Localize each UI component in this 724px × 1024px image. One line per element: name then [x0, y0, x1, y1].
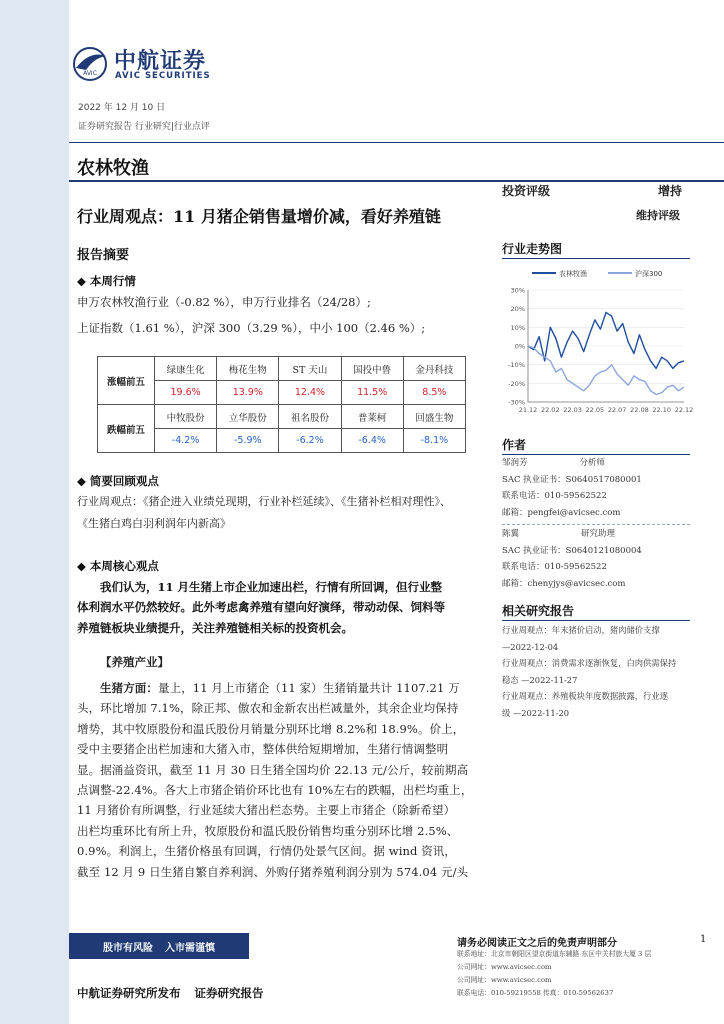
related-rule: [502, 620, 690, 621]
author-2: [502, 526, 690, 592]
rating-value: 增持: [658, 184, 683, 198]
related-2-title: 行业周观点：消费需求逐渐恢复，白肉供需保持: [502, 658, 677, 668]
y-tick-label: -30%: [508, 398, 525, 407]
core-p1-line-1: 我们认为，11 月生猪上市企业加速出栏，行情有所回调，但行业整: [100, 580, 443, 594]
core-p1-line-3: 养殖链板块业绩提升，关注养殖链相关标的投资机会。: [77, 620, 353, 635]
up-value-3: 12.4%: [279, 381, 341, 405]
author-2-sac: SAC 执业证书：S0640121080004: [502, 545, 642, 556]
author-1-sac: SAC 执业证书：S0640517080001: [502, 474, 642, 485]
up-label: 涨幅前五: [98, 357, 155, 405]
publisher: [77, 985, 264, 1001]
related-heading: 相关研究报告: [502, 604, 575, 618]
industry-subheading: 【养殖产业】: [100, 655, 169, 669]
market-line-2: 上证指数（1.61 %），沪深 300（3.29 %），中小 100（2.46 %）;: [77, 321, 426, 335]
brand-logo: [72, 44, 242, 86]
down-name-5: 回盛生物: [403, 405, 465, 429]
company-postcode: 公司网址：www.avicsec.com: [457, 963, 552, 971]
core-p2-line-2: 头，环比增加 7.1%，除正邦、傲农和金新农出栏减量外，其余企业均保持: [77, 701, 459, 716]
x-tick-label: 22.08: [630, 406, 649, 414]
up-name-4: 国投中鲁: [341, 357, 403, 381]
header-rule: [69, 142, 724, 143]
x-tick-label: 22.12: [674, 406, 694, 414]
up-name-1: 绿康生化: [155, 357, 217, 381]
industry-name: 农林牧渔: [77, 158, 149, 179]
y-tick-label: 30%: [510, 286, 525, 295]
y-tick-label: 10%: [510, 323, 525, 332]
market-heading: ◆ 本周行情: [77, 274, 136, 288]
brand-name-en: AVIC SECURITIES: [115, 71, 211, 81]
series-line-1: [528, 312, 684, 368]
up-value-1: 19.6%: [155, 381, 217, 405]
risk-text-1: 股市有风险: [103, 942, 153, 954]
core-p2-line-10: 截至 12 月 9 日生猪自繁自养利润、外购仔猪养殖利润分别为 574.04 元/头: [77, 864, 469, 879]
company-address: 联系地址：北京市朝阳区望京街道东辅路 东区中关村旅大厦 3 层: [457, 950, 652, 958]
list-item[interactable]: [502, 622, 692, 655]
core-p2-line-1: [77, 678, 488, 698]
rating-label: 投资评级: [502, 184, 551, 198]
core-p2-line-1-text: 量上，11 月上市猪企（11 家）生猪销量共计 1107.21 万: [158, 681, 460, 695]
company-site: 公司网址：www.avicsec.com: [457, 976, 552, 984]
report-category: 证券研究报告 行业研究|行业点评: [78, 122, 210, 132]
core-p2-line-8: 出栏均重环比有所上升，牧原股份和温氏股份销售均重分别环比增 2.5%、: [77, 823, 459, 838]
down-name-3: 祖名股份: [279, 405, 341, 429]
page-number: 1: [700, 934, 707, 945]
core-p2-line-7: 11 月猪价有所调整，行业延续大猪出栏态势。主要上市猪企（除新希望）: [77, 803, 456, 818]
core-paragraph-1: [77, 577, 488, 638]
up-value-4: 11.5%: [341, 381, 403, 405]
trend-chart-heading: 行业走势图: [502, 242, 563, 256]
left-accent-bar: [0, 0, 69, 1024]
author-1-phone: 联系电话：010-59562522: [502, 491, 607, 501]
review-heading: ◆ 简要回顾观点: [77, 474, 159, 488]
trend-chart: [502, 262, 694, 422]
performance-table: [97, 356, 466, 453]
publisher-name: 中航证券研究所发布: [77, 986, 181, 1000]
trend-chart-rule: [502, 258, 690, 259]
author-2-name: 陈翼: [502, 529, 520, 539]
core-p2-line-4: 受中主要猪企出栏加速和大猪入市，整体供给短期增加，生猪行情调整明: [77, 742, 449, 757]
up-name-2: 梅花生物: [217, 357, 279, 381]
author-divider: [502, 524, 690, 525]
y-tick-label: -20%: [508, 379, 525, 388]
rating-sub: 维持评级: [636, 209, 680, 222]
related-3-title: 行业周观点：养殖板块年度数据披露，行业逐: [502, 691, 668, 701]
related-1-title: 行业周观点：年末猪价启动，猪肉储价支撑: [502, 625, 660, 635]
core-p1-line-2: 体利润水平仍然较好。此外考虑禽养殖有望向好演绎，带动动保、饲料等: [77, 600, 445, 615]
list-item[interactable]: [502, 655, 692, 688]
author-2-title-line: [502, 526, 690, 543]
company-phone: 联系电话：010-59219558 传真：010-59562637: [457, 989, 614, 997]
industry-rule: [69, 180, 724, 182]
down-label: 跌幅前五: [98, 405, 155, 453]
down-value-3: -6.2%: [279, 429, 341, 453]
brand-name-cn: 中航证券: [114, 49, 207, 74]
market-line-1: 申万农林牧渔行业（-0.82 %），申万行业排名（24/28）;: [77, 295, 371, 309]
down-value-4: -6.4%: [341, 429, 403, 453]
x-tick-label: 22.07: [607, 406, 627, 414]
author-2-role: 研究助理: [581, 529, 616, 539]
company-contacts: [457, 948, 687, 1000]
x-tick-label: 22.10: [652, 406, 672, 414]
down-value-1: -4.2%: [155, 429, 217, 453]
x-tick-label: 22.03: [563, 406, 582, 414]
author-1-email: 邮箱：pengfei@avicsec.com: [502, 507, 621, 518]
down-value-2: -5.9%: [217, 429, 279, 453]
author-1-name: 邹润芳: [502, 458, 528, 468]
y-tick-label: 0%: [514, 342, 525, 351]
x-tick-label: 22.02: [540, 406, 560, 414]
author-1-role: 分析师: [579, 458, 606, 468]
report-title: 行业周观点：11 月猪企销售量增价减，看好养殖链: [77, 207, 441, 226]
down-name-2: 立华股份: [217, 405, 279, 429]
x-tick-label: 21.12: [518, 406, 538, 414]
disclaimer-note: 请务必阅读正文之后的免责声明部分: [457, 938, 617, 949]
logo-caption: AVIC: [83, 70, 97, 77]
table-row: [98, 357, 466, 381]
review-line-1: 行业周观点：《猪企进入业绩兑现期，行业补栏延续》、《生猪补栏相对理性》、: [77, 495, 451, 508]
up-name-3: ST 天山: [279, 357, 341, 381]
pig-lead: 生猪方面：: [100, 681, 158, 695]
core-p2-line-6: 点调整-22.4%。各大上市猪企销价环比也有 10%左右的跌幅，出栏均重上，: [77, 783, 473, 798]
author-2-email: 邮箱：chenyjys@avicsec.com: [502, 578, 626, 589]
related-3-date: 级 —2022-11-20: [502, 707, 570, 718]
review-line-2: 《生猪白鸡白羽利润年内新高》: [77, 517, 231, 530]
related-2-date: 稳态 —2022-11-27: [502, 674, 578, 685]
summary-heading: 报告摘要: [77, 248, 130, 263]
legend-label-b: 沪深300: [635, 270, 663, 278]
list-item[interactable]: [502, 688, 692, 721]
down-name-4: 普莱柯: [341, 405, 403, 429]
y-tick-label: 20%: [510, 305, 525, 314]
table-row: [98, 405, 466, 429]
related-1-date: —2022-12-04: [502, 641, 559, 652]
up-name-5: 金丹科技: [403, 357, 465, 381]
core-p2-line-5: 显。据涌益资讯，截至 11 月 30 日生猪全国均价 22.13 元/公斤，较前期高: [77, 762, 469, 777]
up-value-5: 8.5%: [403, 381, 465, 405]
document-type: 证券研究报告: [194, 986, 264, 1000]
x-tick-label: 22.05: [585, 406, 605, 414]
up-value-2: 13.9%: [217, 381, 279, 405]
core-paragraph-2: [77, 678, 488, 882]
legend-label-a: 农林牧渔: [559, 270, 587, 278]
related-list: [502, 622, 692, 721]
report-date: 2022 年 12 月 10 日: [78, 103, 166, 113]
author-1: [502, 455, 690, 521]
y-tick-label: -10%: [508, 361, 525, 370]
core-p2-line-3: 增势，其中牧原股份和温氏股份月销量分别环比增 8.2%和 18.9%。价上，: [77, 721, 465, 736]
down-value-5: -8.1%: [403, 429, 465, 453]
series-line-2: [528, 346, 684, 395]
risk-banner: [69, 933, 249, 959]
avic-logo-icon: [72, 46, 108, 82]
author-1-title-line: [502, 455, 690, 472]
author-heading: 作者: [502, 438, 527, 452]
down-name-1: 中牧股份: [155, 405, 217, 429]
author-2-phone: 联系电话：010-59562522: [502, 562, 607, 572]
core-heading: ◆ 本周核心观点: [77, 559, 159, 573]
core-p2-line-9: 0.9%。利润上，生猪价格虽有回调，行情仍处景气区间。据 wind 资讯，: [77, 844, 457, 859]
risk-text-2: 入市需谨慎: [165, 942, 215, 954]
